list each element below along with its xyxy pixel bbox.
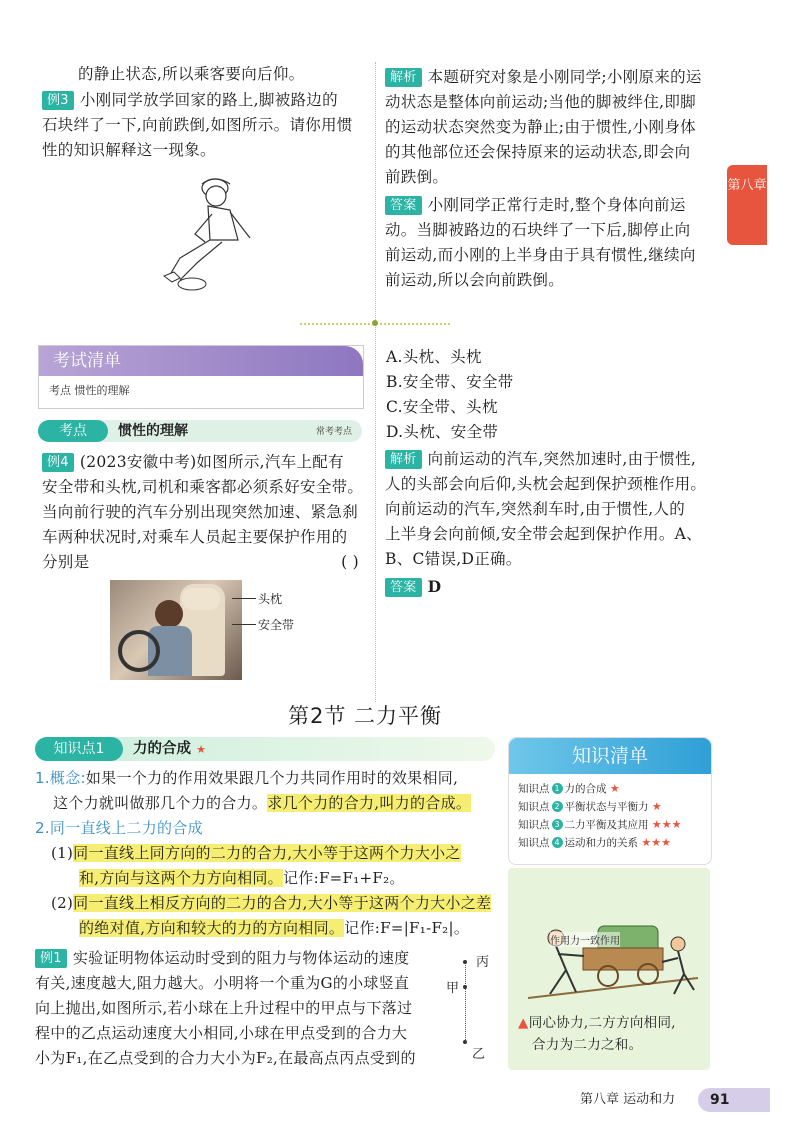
example-tag: 例3 [42,91,74,110]
driver-head [155,600,183,628]
illustration-box [508,868,710,1070]
example-tag: 例1 [35,949,67,968]
pushing-cart-illustration [528,908,698,1008]
exam-point-pill: 考点 [38,420,108,442]
headrest-label: 头枕 [258,592,283,606]
knowledge-point-title: 力的合成 ★ [133,741,206,757]
knowledge-list-item[interactable]: 知识点 3 二力平衡及其应用 ★★★ [518,818,682,831]
label-yi: 乙 [472,1047,486,1062]
knowledge-list-item[interactable]: 知识点 1 力的合成 ★ [518,782,620,795]
belt-pointer [232,624,256,625]
knowledge-list-item[interactable]: 知识点 2 平衡状态与平衡力 ★ [518,800,662,813]
exam-checklist-title: 考试清单 [39,346,363,376]
answer-parentheses: ( ) [341,553,359,571]
option-d[interactable]: D.头枕、安全带 [386,423,499,441]
subheading-collinear: 2.同一直线上二力的合成 [35,819,203,837]
knowledge-list-title: 知识清单 [509,738,711,774]
knowledge-list-box [508,737,712,865]
analysis-tag: 解析 [385,450,422,469]
exam-point-frequency: 常考考点 [315,427,352,437]
headrest-pointer [232,598,256,599]
point-jia [463,985,467,989]
answer-tag: 答案 [385,196,422,215]
footer-chapter: 第八章 运动和力 [580,1092,676,1107]
knowledge-point-content: 1.概念:如果一个力的作用效果跟几个力共同作用时的效果相同, 这个力就叫做那几个力的合力。求几个力的合力,叫力的合成。 2.同一直线上二力的合成 (1)同一直线上同方向的二力的合力,大小等于这两个力大小之 和,方向与这两个力方向相同。记作:F=F₁+F₂。 (2)同一直线上相反方向的二力的合力,大小等于这两个力大小之差 的绝对值,方向和较大的力的方向相同。记作:F=|F₁-F₂|。 [35,766,500,941]
tripping-boy-figure [150,170,260,300]
headrest [182,588,220,610]
illustration-caption: ▲同心协力,二方方向相同, 合力为二力之和。 [518,1015,676,1053]
label-bing: 丙 [476,955,490,970]
knowledge-list-item[interactable]: 知识点 4 运动和力的关系 ★★★ [518,836,671,849]
option-b[interactable]: B.安全带、安全带 [386,373,514,391]
page-footer [580,1088,770,1112]
steering-wheel [118,630,160,672]
section-title: 第2节 二力平衡 [287,704,443,728]
trajectory-line [465,962,466,1042]
concept-label: 1.概念: [35,769,86,787]
car-seat-photo [110,580,242,680]
analysis-tag: 解析 [385,68,422,87]
point-yi [463,1040,467,1044]
exam-point-header [38,420,362,442]
star-icon: ★ [196,743,206,756]
exam-checklist-sub: 考点 惯性的理解 [49,384,130,397]
point-bing [463,960,467,964]
triangle-icon: ▲ [518,1015,529,1031]
exam-point-title: 惯性的理解 [118,423,188,439]
chapter-side-tab[interactable]: 第八章 [727,165,767,245]
label-jia: 甲 [446,981,460,996]
belt-label: 安全带 [258,618,295,632]
column-divider [375,62,376,702]
option-a[interactable]: A.头枕、头枕 [386,348,482,366]
knowledge-point-pill: 知识点1 [35,737,123,761]
example-4: 例4 (2023安徽中考)如图所示,汽车上配有 安全带和头枕,司机和乘客都必须系好安全带。 当向前行驶的汽车分别出现突然加速、紧急刹 车两种状况时,对乘车人员起主要保护作用的 分别是 ( ) [42,450,367,575]
example-tag: 例4 [42,453,74,472]
page-number: 91 [698,1088,770,1112]
cart-sign: 作用力一致作用 [550,932,620,947]
exam-checklist-banner [38,345,364,409]
option-c[interactable]: C.安全带、头枕 [386,398,498,416]
example-3: 例3 小刚同学放学回家的路上,脚被路边的 石块绊了一下,向前跌倒,如图所示。请你用惯 性的知识解释这一现象。 [42,91,353,159]
continued-text: 的静止状态,所以乘客要向后仰。 [78,65,305,83]
knowledge-point-header [35,737,495,761]
options-list [386,345,514,445]
example-1: 例1 实验证明物体运动时受到的阻力与物体运动的速度 有关,速度越大,阻力越大。小明将一个重为G的小球竖直 向上抛出,如图所示,若小球在上升过程中的甲点与下落过 程中的乙点运动速度大小相同,小球在甲点受到的合力大 小为F₁,在乙点受到的合力大小为F₂,在最高点丙点受到的 [35,949,416,1067]
answer-value: D [427,577,442,596]
answer-tag: 答案 [385,578,422,597]
example-4-analysis: 解析 向前运动的汽车,突然加速时,由于惯性, 人的头部会向后仰,头枕会起到保护颈椎作用。 向前运动的汽车,突然刹车时,由于惯性,人的 上半身会向前倾,安全带会起到保护作用。A、 B、C错误,D正确。 答案 D [385,450,707,596]
separator-dot [372,320,378,326]
example-3-analysis: 解析 本题研究对象是小刚同学;小刚原来的运 动状态是整体向前运动;当他的脚被绊住,即脚 的运动状态突然变为静止;由于惯性,小刚身体 的其他部位还会保持原来的运动状态,即会向 前跌倒。 答案 小刚同学正常行走时,整个身体向前运 动。当脚被路边的石块绊了一下后,脚停止向 前运动,而小刚的上半身由于具有惯性,继续向 前运动,所以会向前跌倒。 [385,68,702,289]
